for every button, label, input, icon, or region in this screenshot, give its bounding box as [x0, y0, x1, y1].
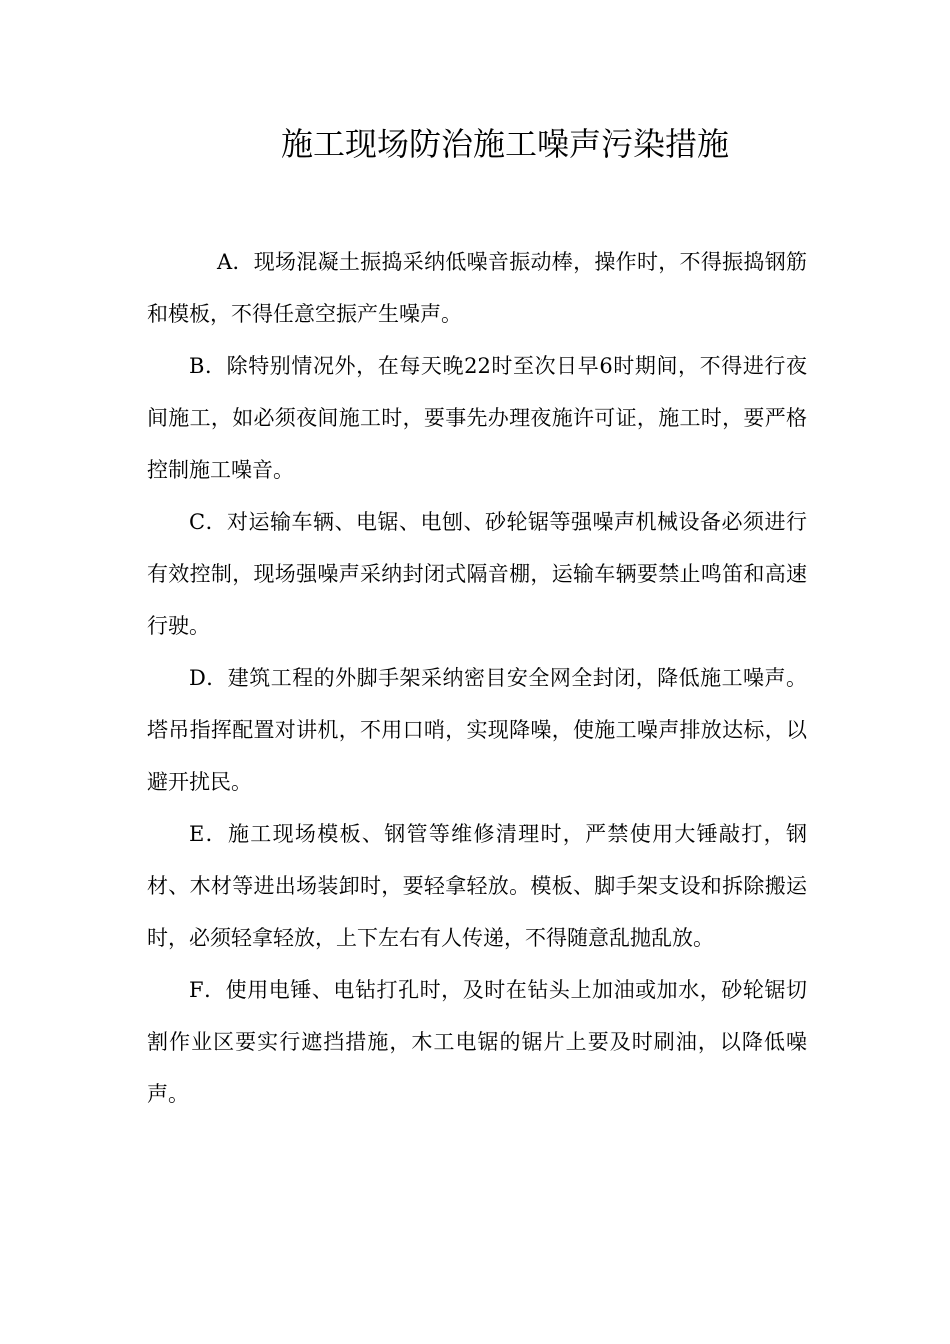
- paragraph-d: D．建筑工程的外脚手架采纳密目安全网全封闭，降低施工噪声。塔吊指挥配置对讲机，不用口哨，实现降噪，使施工噪声排放达标，以避开扰民。: [147, 666, 807, 794]
- paragraph-a: A．现场混凝土振捣采纳低噪音振动棒，操作时，不得振捣钢筋和模板，不得任意空振产生噪声。: [147, 250, 807, 326]
- paragraph-e: E．施工现场模板、钢管等维修清理时，严禁使用大锤敲打，钢材、木材等进出场装卸时，要轻拿轻放。模板、脚手架支设和拆除搬运时，必须轻拿轻放，上下左右有人传递，不得随意乱抛乱放。: [147, 822, 807, 950]
- document-title: 施工现场防治施工噪声污染措施: [280, 125, 729, 163]
- paragraph-f: F．使用电锤、电钻打孔时，及时在钻头上加油或加水，砂轮锯切割作业区要实行遮挡措施，木工电锯的锯片上要及时刷油，以降低噪声。: [147, 978, 807, 1106]
- paragraph-c: C．对运输车辆、电锯、电刨、砂轮锯等强噪声机械设备必须进行有效控制，现场强噪声采纳封闭式隔音棚，运输车辆要禁止鸣笛和高速行驶。: [147, 510, 807, 638]
- document-body: [147, 236, 807, 1120]
- paragraph-b: B．除特别情况外，在每天晚22时至次日早6时期间，不得进行夜间施工，如必须夜间施工时，要事先办理夜施许可证，施工时，要严格控制施工噪音。: [147, 354, 807, 482]
